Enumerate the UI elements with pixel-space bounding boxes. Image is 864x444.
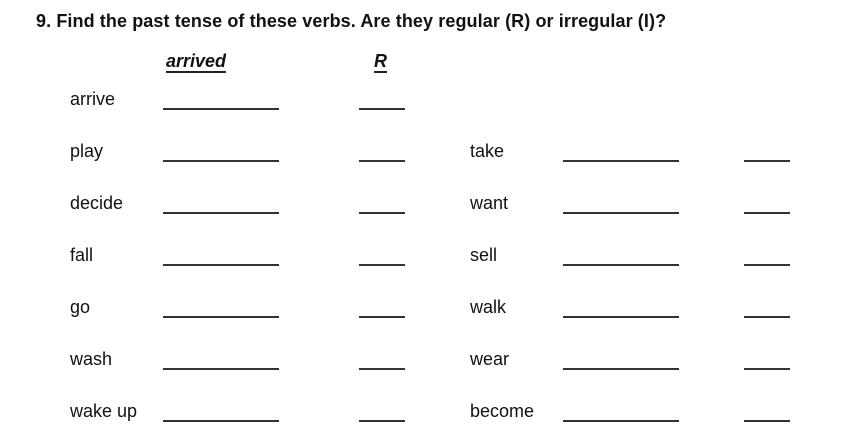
example-past-tense-text: arrived <box>166 51 227 71</box>
right-verb: want <box>470 193 509 213</box>
type-blank[interactable] <box>744 264 790 266</box>
right-verb: walk <box>470 297 507 317</box>
right-verb: wear <box>470 349 510 369</box>
left-verb: play <box>70 141 104 161</box>
left-verb: wake up <box>70 401 138 421</box>
right-verb: sell <box>470 245 498 265</box>
past-tense-blank[interactable] <box>563 264 679 266</box>
past-tense-blank[interactable] <box>163 108 279 110</box>
left-verb: decide <box>70 193 124 213</box>
type-blank[interactable] <box>744 316 790 318</box>
past-tense-blank[interactable] <box>563 316 679 318</box>
left-verb: arrive <box>70 89 116 109</box>
type-blank[interactable] <box>359 316 405 318</box>
past-tense-blank[interactable] <box>163 420 279 422</box>
past-tense-blank[interactable] <box>563 420 679 422</box>
example-past-tense <box>166 51 226 72</box>
right-verb: take <box>470 141 505 161</box>
type-blank[interactable] <box>359 160 405 162</box>
left-verb: go <box>70 297 91 317</box>
type-blank[interactable] <box>359 368 405 370</box>
type-blank[interactable] <box>744 368 790 370</box>
example-type <box>374 51 387 72</box>
left-verb: wash <box>70 349 113 369</box>
past-tense-blank[interactable] <box>163 264 279 266</box>
example-type-text: R <box>374 51 387 71</box>
past-tense-blank[interactable] <box>563 368 679 370</box>
type-blank[interactable] <box>744 160 790 162</box>
past-tense-blank[interactable] <box>563 160 679 162</box>
type-blank[interactable] <box>744 420 790 422</box>
type-blank[interactable] <box>359 212 405 214</box>
type-blank[interactable] <box>359 108 405 110</box>
exercise-title: 9. Find the past tense of these verbs. Are they regular (R) or irregular (I)? <box>36 11 667 31</box>
past-tense-blank[interactable] <box>163 316 279 318</box>
right-verb: become <box>470 401 535 421</box>
past-tense-blank[interactable] <box>163 160 279 162</box>
left-verb: fall <box>70 245 94 265</box>
type-blank[interactable] <box>359 420 405 422</box>
past-tense-blank[interactable] <box>163 368 279 370</box>
type-blank[interactable] <box>744 212 790 214</box>
past-tense-blank[interactable] <box>163 212 279 214</box>
type-blank[interactable] <box>359 264 405 266</box>
past-tense-blank[interactable] <box>563 212 679 214</box>
